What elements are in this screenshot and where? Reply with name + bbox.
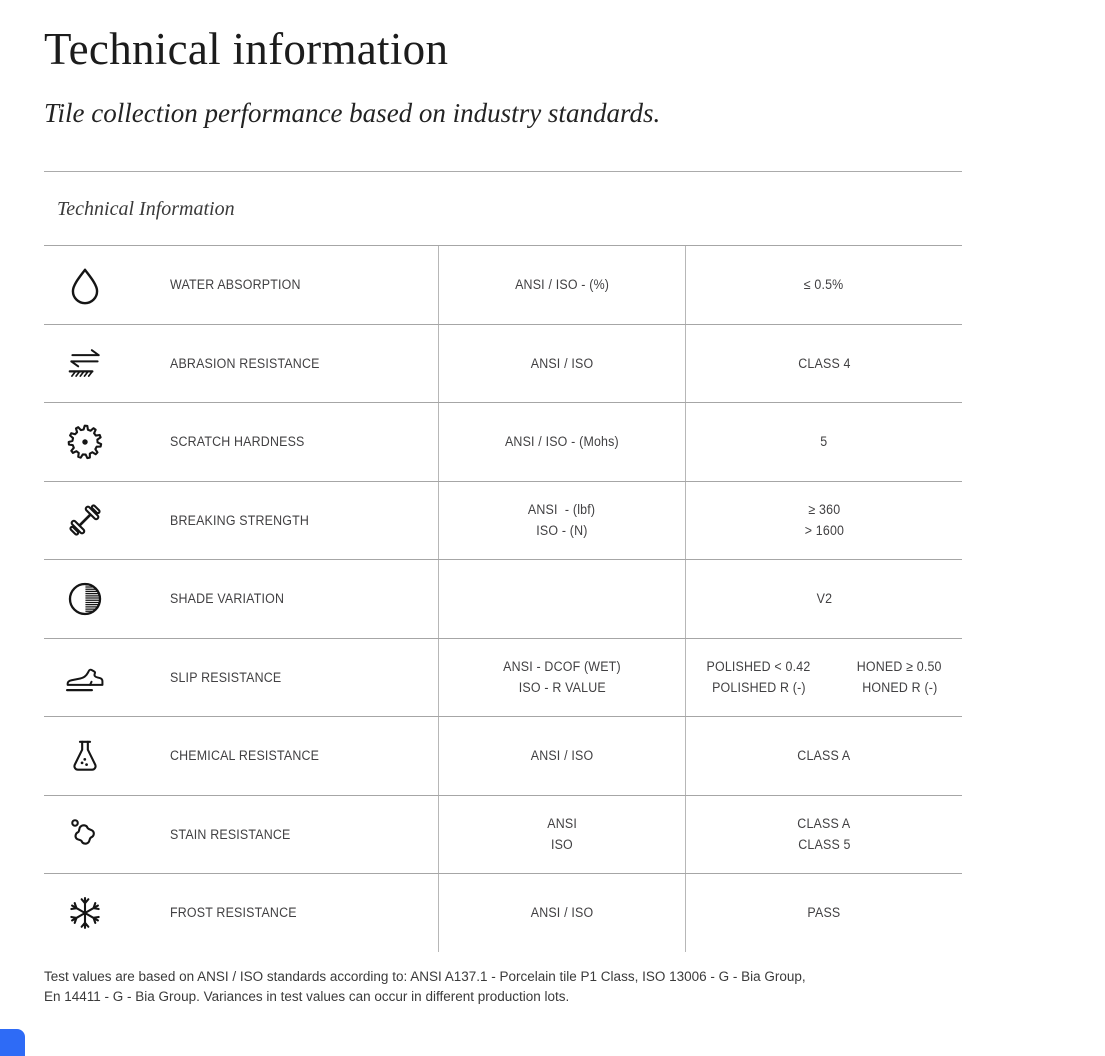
standard-line: ISO (551, 837, 573, 853)
row-label: CHEMICAL RESISTANCE (170, 748, 320, 764)
table-row (44, 717, 962, 796)
row-value-cell (685, 246, 962, 324)
standard-line: ANSI / ISO (530, 905, 594, 921)
table-row (44, 639, 962, 718)
row-property-cell (44, 325, 438, 403)
row-label: SCRATCH HARDNESS (170, 434, 305, 450)
value-line: PASS (807, 905, 841, 921)
top-divider (44, 171, 962, 172)
value-line: CLASS 5 (797, 837, 851, 853)
row-label: ABRASION RESISTANCE (170, 355, 320, 371)
standard-line: ISO - R VALUE (518, 680, 606, 696)
row-property-cell (44, 246, 438, 324)
row-property-cell (44, 717, 438, 795)
row-value-cell (685, 717, 962, 795)
row-standard-cell (438, 325, 685, 403)
shoe-icon (64, 656, 106, 698)
row-label: SLIP RESISTANCE (170, 669, 282, 685)
row-label: FROST RESISTANCE (170, 905, 297, 921)
row-label: BREAKING STRENGTH (170, 512, 310, 528)
value-line: > 1600 (804, 523, 844, 539)
standard-line: ANSI - (lbf) (528, 502, 596, 518)
table-row (44, 246, 962, 325)
row-value-cell (685, 796, 962, 874)
table-row (44, 482, 962, 561)
value-line: ≤ 0.5% (804, 277, 844, 293)
row-label: STAIN RESISTANCE (170, 826, 291, 842)
footnote (44, 967, 962, 1007)
tech-table (44, 245, 962, 952)
value-line: POLISHED < 0.42 (706, 659, 811, 675)
row-property-cell (44, 403, 438, 481)
row-property-cell (44, 482, 438, 560)
shade-variation-icon (64, 578, 106, 620)
table-row (44, 874, 962, 952)
footnote-line: Test values are based on ANSI / ISO standards according to: ANSI A137.1 - Porcelain tile P1 Class, ISO 13006 - G - Bia Group, (44, 968, 806, 984)
row-standard-cell (438, 796, 685, 874)
standard-line: ANSI / ISO (530, 355, 594, 371)
table-row (44, 325, 962, 404)
row-standard-cell (438, 560, 685, 638)
flask-icon (64, 735, 106, 777)
snowflake-icon (64, 892, 106, 934)
row-value-cell (685, 874, 962, 952)
table-row (44, 403, 962, 482)
row-standard-cell (438, 403, 685, 481)
row-property-cell (44, 560, 438, 638)
value-line: 5 (820, 434, 828, 450)
value-line: CLASS A (797, 816, 851, 832)
row-value-cell (685, 639, 962, 717)
value-line: V2 (816, 591, 832, 607)
row-value-cell (685, 560, 962, 638)
row-value-cell (685, 325, 962, 403)
row-value-cell (685, 403, 962, 481)
standard-line: ANSI - DCOF (WET) (503, 659, 621, 675)
page-subtitle: Tile collection performance based on industry standards. (44, 98, 661, 128)
row-standard-cell (438, 246, 685, 324)
row-property-cell (44, 874, 438, 952)
row-label: SHADE VARIATION (170, 591, 285, 607)
footnote-line: En 14411 - G - Bia Group. Variances in test values can occur in different production lots. (44, 988, 570, 1004)
water-drop-icon (64, 264, 106, 306)
standard-line: ISO - (N) (536, 523, 588, 539)
value-line: HONED R (-) (861, 680, 938, 696)
stain-icon (64, 813, 106, 855)
value-group (702, 656, 815, 698)
row-property-cell (44, 796, 438, 874)
table-row (44, 796, 962, 875)
row-standard-cell (438, 639, 685, 717)
value-line: HONED ≥ 0.50 (856, 659, 942, 675)
table-row (44, 560, 962, 639)
row-label: WATER ABSORPTION (170, 277, 301, 293)
row-standard-cell (438, 482, 685, 560)
gear-icon (64, 421, 106, 463)
value-line: ≥ 360 (808, 502, 840, 518)
row-standard-cell (438, 717, 685, 795)
chat-widget-button[interactable] (0, 1029, 25, 1056)
standard-line: ANSI / ISO - (%) (514, 277, 610, 293)
standard-line: ANSI / ISO - (Mohs) (505, 434, 619, 450)
page-title: Technical information (44, 24, 449, 74)
value-line: CLASS 4 (797, 355, 851, 371)
technical-information-section (44, 0, 962, 1007)
standard-line: ANSI (547, 816, 577, 832)
value-line: POLISHED R (-) (711, 680, 806, 696)
row-property-cell (44, 639, 438, 717)
standard-line: ANSI / ISO (530, 748, 594, 764)
section-title: Technical Information (57, 198, 235, 220)
dumbbell-icon (64, 499, 106, 541)
value-group (853, 656, 945, 698)
abrasion-icon (64, 342, 106, 384)
value-line: CLASS A (797, 748, 851, 764)
row-value-cell (685, 482, 962, 560)
row-standard-cell (438, 874, 685, 952)
